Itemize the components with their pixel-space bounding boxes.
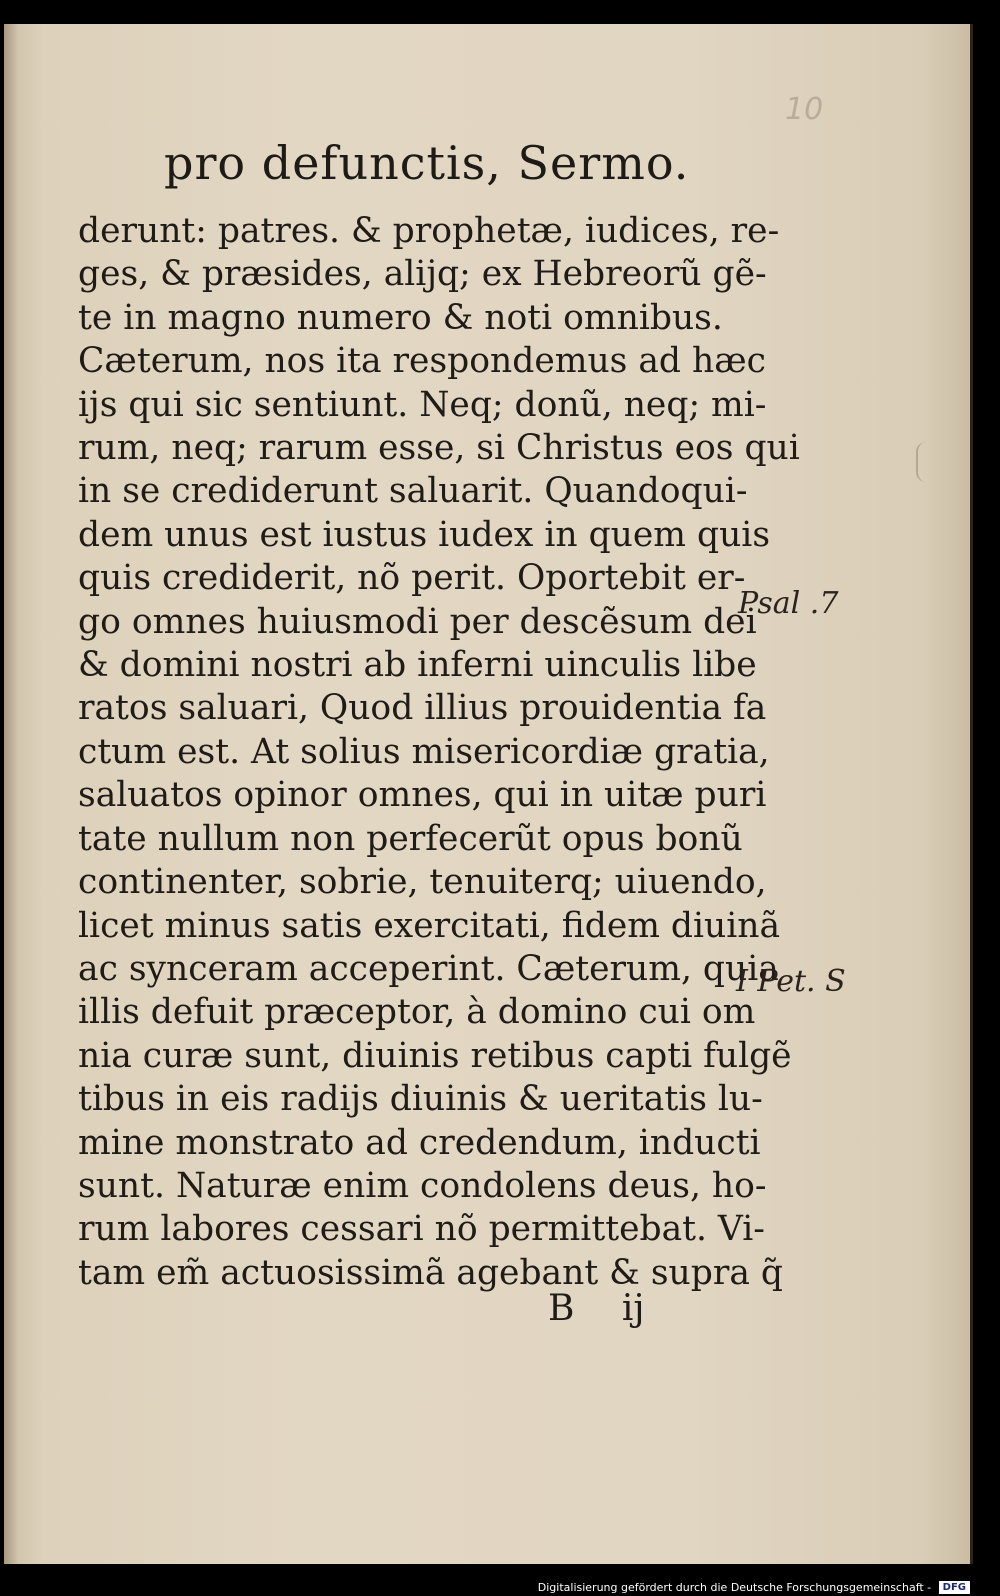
digitization-credit: [538, 1581, 970, 1595]
text-line: in se crediderunt saluarit. Quandoqui-: [78, 471, 748, 512]
credit-text: Digitalisierung gefördert durch die Deutsche Forschungsgemeinschaft -: [537, 1580, 932, 1594]
text-line: ges, & præsides, alijq; ex Hebreorũ gẽ-: [78, 254, 767, 295]
text-line: licet minus satis exercitati, fidem diuinã: [78, 905, 781, 946]
text-line: ratos saluari, Quod illius prouidentia fa: [78, 688, 767, 729]
text-line: Cæterum, nos ita respondemus ad hæc: [78, 341, 766, 382]
text-line: rum, neq; rarum esse, si Christus eos qui: [78, 428, 800, 469]
page-gutter-shadow: [4, 24, 18, 1564]
signature-mark: B ij: [548, 1288, 645, 1329]
text-line: dem unus est iustus iudex in quem quis: [78, 514, 771, 555]
text-line: derunt: patres. & prophetæ, iudices, re-: [78, 211, 780, 251]
text-line: sunt. Naturæ enim condolens deus, ho-: [78, 1165, 767, 1206]
marginal-note-peter: I Pet. S: [736, 964, 846, 999]
text-line: continenter, sobrie, tenuiterq; uiuendo,: [78, 862, 767, 903]
running-head: pro defunctis, Sermo.: [164, 136, 690, 190]
marginal-note-psalm: Psal .7: [738, 586, 839, 621]
text-line: te in magno numero & noti omnibus.: [78, 297, 723, 338]
text-line: mine monstrato ad credendum, inducti: [78, 1122, 761, 1163]
text-line: go omnes huiusmodi per descẽsum dei: [78, 601, 757, 642]
text-line: quis crediderit, nõ perit. Oportebit er-: [78, 558, 746, 599]
text-line: ctum est. At solius misericordiæ gratia,: [78, 731, 770, 772]
folio-number: 10: [785, 92, 824, 127]
dfg-logo: DFG: [939, 1581, 970, 1594]
text-line: nia curæ sunt, diuinis retibus capti fulgẽ: [78, 1035, 792, 1076]
text-line: ac synceram acceperint. Cæterum, quia: [78, 948, 779, 989]
text-line: tibus in eis radijs diuinis & ueritatis lu-: [78, 1079, 763, 1120]
text-line: saluatos opinor omnes, qui in uitæ puri: [78, 775, 767, 816]
text-line: ijs qui sic sentiunt. Neq; donũ, neq; mi-: [78, 384, 767, 425]
text-line: tate nullum non perfecerũt opus bonũ: [78, 818, 743, 859]
text-line: rum labores cessari nõ permittebat. Vi-: [78, 1209, 765, 1250]
text-line: illis defuit præceptor, à domino cui om: [78, 992, 756, 1033]
text-line: & domini nostri ab inferni uinculis libe: [78, 645, 757, 686]
text-line: tam em̃ actuosissimã agebant & supra q̃: [78, 1252, 783, 1293]
margin-pencil-mark: [916, 442, 928, 482]
